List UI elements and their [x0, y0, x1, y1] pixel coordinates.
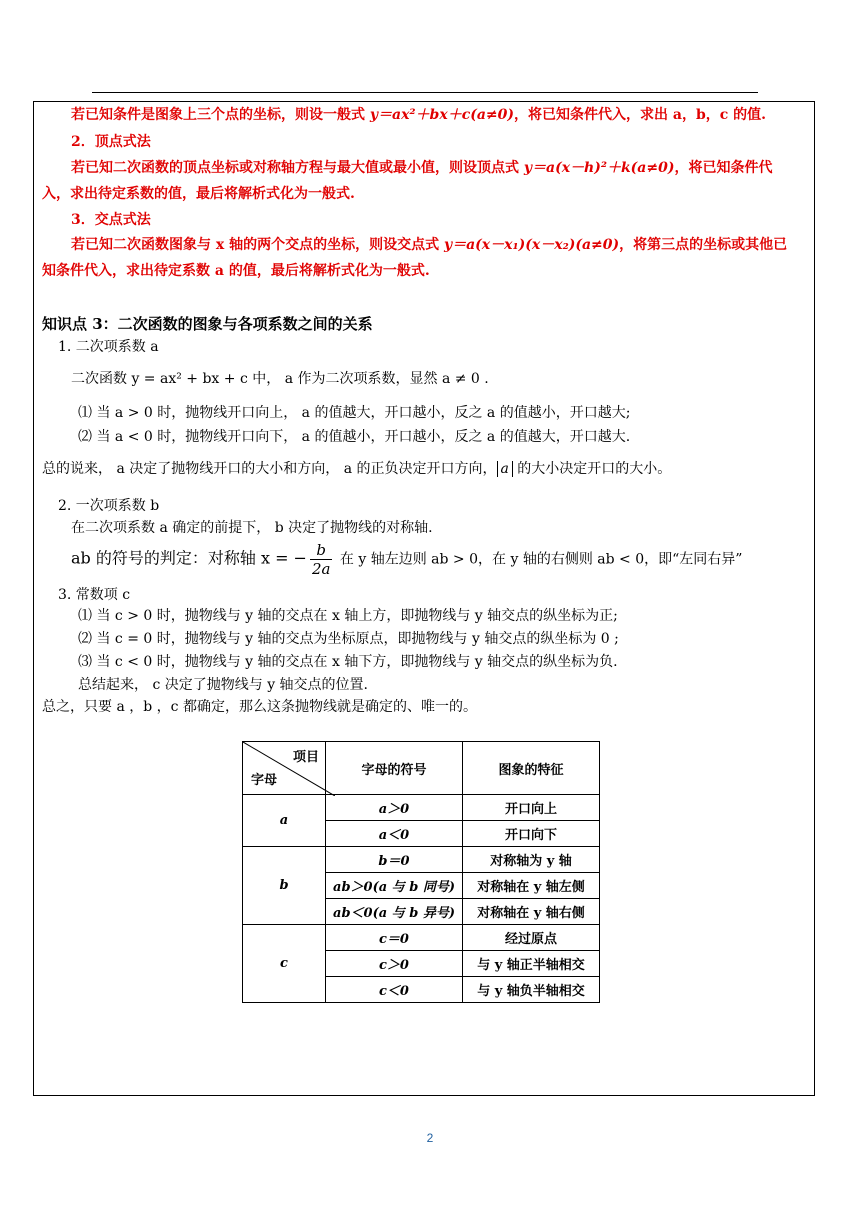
- general-method-text: 若已知条件是图象上三个点的坐标，则设一般式: [71, 107, 370, 123]
- intercept-method-line: [71, 236, 787, 254]
- sign-cell: b＝0: [326, 847, 463, 873]
- abs-a: a: [497, 461, 513, 477]
- fraction-numerator: b: [310, 541, 333, 560]
- intercept-formula: y＝a(x－x₁)(x－x₂)(a≠0): [443, 237, 620, 253]
- vertex-method-line-2: 入，求出待定系数的值，最后将解析式化为一般式.: [42, 186, 355, 202]
- intercept-method-line-2: 知条件代入，求出待定系数 a 的值，最后将解析式化为一般式.: [42, 263, 430, 279]
- c-summary: 总结起来， c 决定了抛物线与 y 轴交点的位置.: [78, 677, 368, 693]
- header-sign: 字母的符号: [326, 742, 463, 795]
- sign-cell: c＞0: [326, 951, 463, 977]
- header-feature: 图象的特征: [463, 742, 600, 795]
- feature-cell: 开口向下: [463, 821, 600, 847]
- b-judge-text: ab 的符号的判定：对称轴 x = −: [71, 548, 307, 568]
- feature-cell: 对称轴在 y 轴左侧: [463, 873, 600, 899]
- conclusion: 总之，只要 a ，b ，c 都确定，那么这条抛物线就是确定的、唯一的。: [42, 699, 477, 715]
- sign-cell: a＜0: [326, 821, 463, 847]
- corner-label-item: 项目: [292, 750, 319, 765]
- vertex-method-text: 若已知二次函数的顶点坐标或对称轴方程与最大值或最小值，则设顶点式: [71, 160, 524, 176]
- feature-cell: 与 y 轴正半轴相交: [463, 951, 600, 977]
- general-formula: y＝ax²＋bx＋c(a≠0): [369, 107, 515, 123]
- a-case-2: ⑵ 当 a < 0 时，抛物线开口向下， a 的值越小，开口越小，反之 a 的值越大，开口越大.: [78, 429, 631, 445]
- fraction-denominator: 2a: [311, 560, 331, 578]
- knowledge-point-3-heading: 知识点 3：二次函数的图象与各项系数之间的关系: [42, 315, 373, 333]
- sign-cell: c＜0: [326, 977, 463, 1003]
- sign-cell: ab＜0(a 与 b 异号): [326, 899, 463, 925]
- a-intro: 二次函数 y = ax² + bx + c 中， a 作为二次项系数，显然 a ≠ 0 .: [71, 371, 489, 387]
- table-corner-cell: [243, 742, 326, 795]
- vertex-method-line: [71, 159, 772, 177]
- feature-cell: 与 y 轴负半轴相交: [463, 977, 600, 1003]
- coefficient-sign-table: [242, 741, 600, 1003]
- a-summary-text-end: 的大小决定开口的大小。: [512, 461, 672, 477]
- table-row: [243, 795, 600, 821]
- feature-cell: 经过原点: [463, 925, 600, 951]
- a-title: 1. 二次项系数 a: [58, 339, 159, 355]
- c-case-2: ⑵ 当 c = 0 时，抛物线与 y 轴的交点为坐标原点，即抛物线与 y 轴交点的纵坐标为 0 ;: [78, 631, 619, 647]
- b-title: 2. 一次项系数 b: [58, 498, 160, 514]
- a-summary-text: 总的说来， a 决定了抛物线开口的大小和方向， a 的正负决定开口方向，: [42, 461, 497, 477]
- sign-cell: c＝0: [326, 925, 463, 951]
- table-row: [243, 847, 600, 873]
- sign-cell: ab＞0(a 与 b 同号): [326, 873, 463, 899]
- letter-cell-a: a: [243, 795, 326, 847]
- general-method-line: [71, 106, 766, 124]
- general-method-text-end: ，将已知条件代入，求出 a，b，c 的值.: [514, 107, 767, 123]
- vertex-method-title: 2．顶点式法: [71, 134, 151, 150]
- feature-cell: 对称轴在 y 轴右侧: [463, 899, 600, 925]
- intercept-method-text: 若已知二次函数图象与 x 轴的两个交点的坐标，则设交点式: [71, 237, 444, 253]
- vertex-formula: y＝a(x－h)²＋k(a≠0): [523, 160, 675, 176]
- intercept-method-title: 3．交点式法: [71, 212, 151, 228]
- c-case-1: ⑴ 当 c > 0 时，抛物线与 y 轴的交点在 x 轴上方，即抛物线与 y 轴交点的纵坐标为正;: [78, 608, 618, 624]
- b-judge-text-end: 在 y 轴左边则 ab > 0，在 y 轴的右侧则 ab < 0，即“左同右异”: [335, 551, 743, 568]
- letter-cell-c: c: [243, 925, 326, 1003]
- a-case-1: ⑴ 当 a > 0 时，抛物线开口向上， a 的值越大，开口越小，反之 a 的值越小，开口越大;: [78, 405, 631, 421]
- table-header-row: [243, 742, 600, 795]
- sign-cell: a＞0: [326, 795, 463, 821]
- c-title: 3. 常数项 c: [58, 587, 131, 603]
- b-intro: 在二次项系数 a 确定的前提下， b 决定了抛物线的对称轴.: [71, 520, 433, 536]
- page-number: 2: [426, 1131, 434, 1145]
- feature-cell: 对称轴为 y 轴: [463, 847, 600, 873]
- vertex-method-text-end: ，将已知条件代: [674, 160, 773, 176]
- table-row: [243, 925, 600, 951]
- header-rule: [92, 92, 758, 93]
- axis-fraction: [310, 541, 333, 578]
- letter-cell-b: b: [243, 847, 326, 925]
- feature-cell: 开口向上: [463, 795, 600, 821]
- b-judge: [71, 541, 742, 578]
- intercept-method-text-end: ，将第三点的坐标或其他已: [619, 237, 788, 253]
- c-case-3: ⑶ 当 c < 0 时，抛物线与 y 轴的交点在 x 轴下方，即抛物线与 y 轴交点的纵坐标为负.: [78, 654, 618, 670]
- corner-label-letter: 字母: [251, 773, 278, 788]
- a-summary: [42, 460, 671, 478]
